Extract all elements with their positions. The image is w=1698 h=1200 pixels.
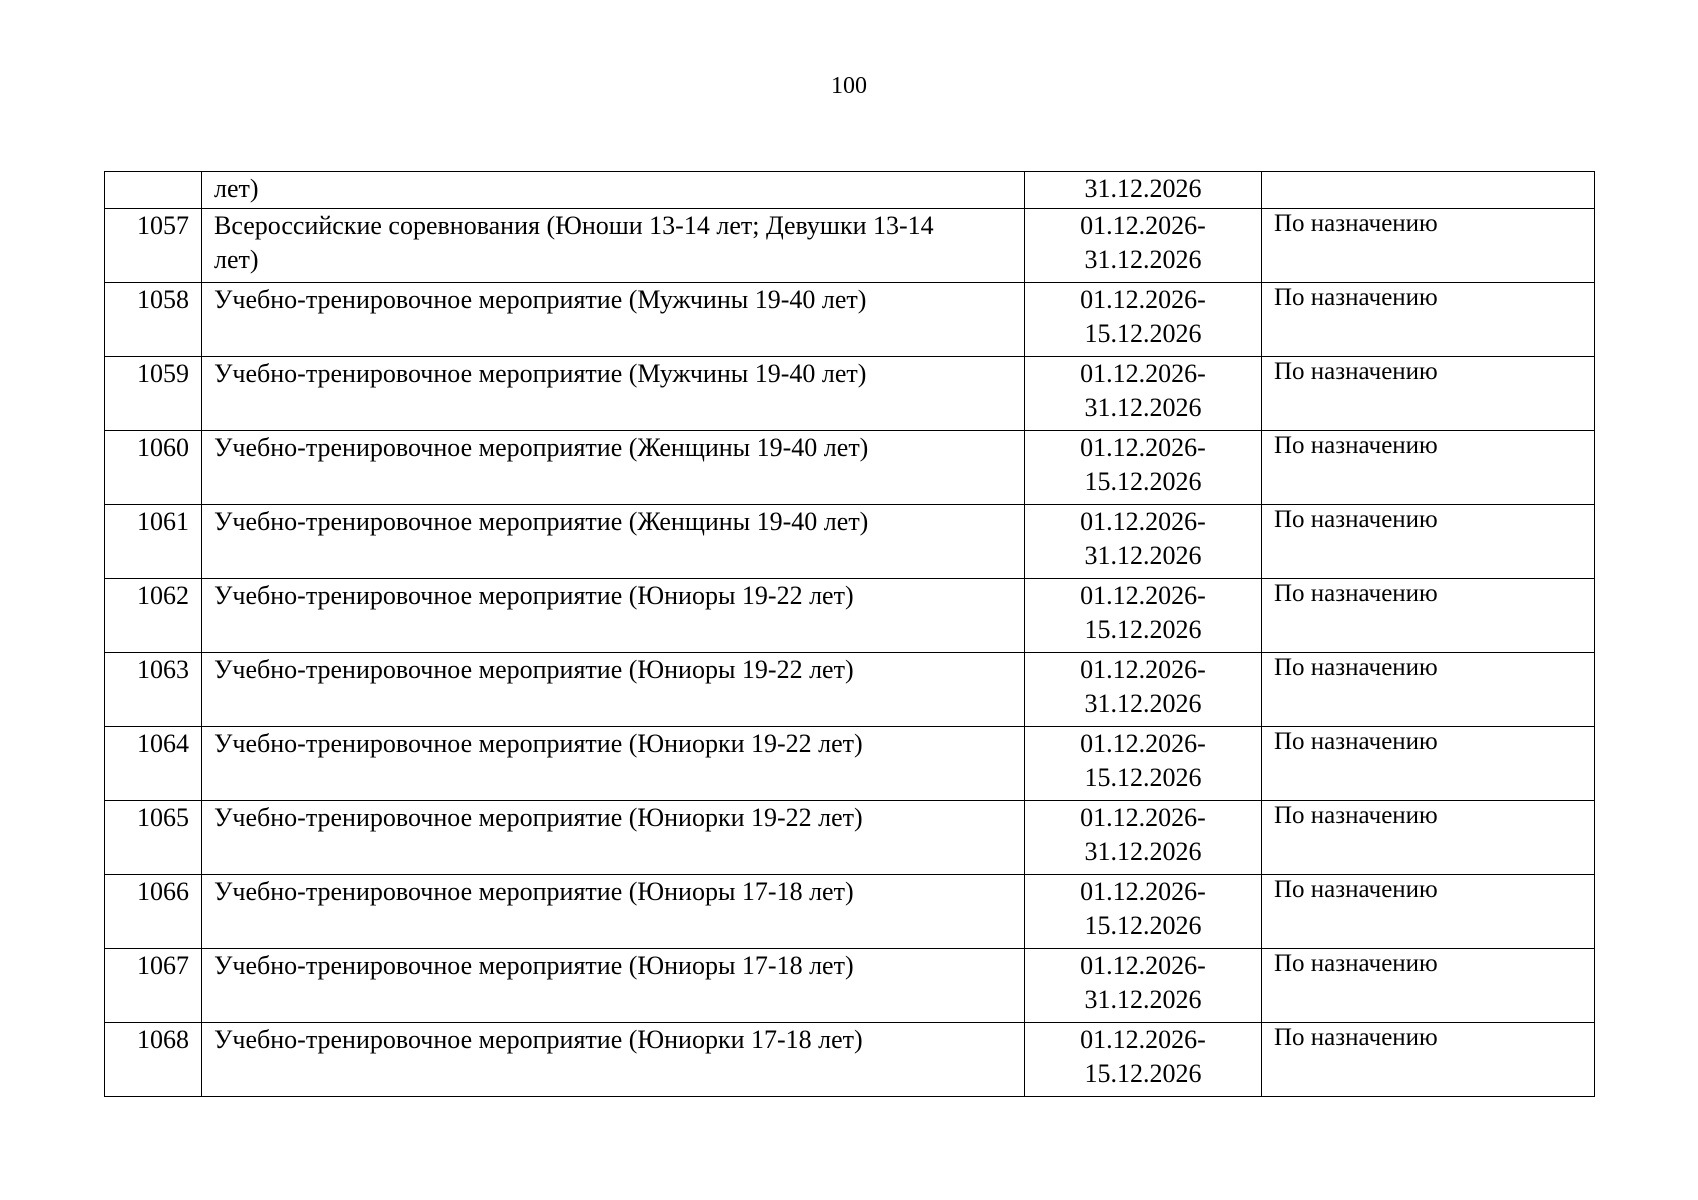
event-name: [202, 801, 1025, 875]
table-row: [105, 505, 1595, 579]
event-date-line: 15.12.2026: [1084, 467, 1202, 496]
events-table-body: [105, 172, 1595, 1097]
table-row: [105, 283, 1595, 357]
event-name: [202, 727, 1025, 801]
events-table: [104, 171, 1595, 1097]
event-name-line: лет): [214, 245, 259, 274]
event-name: лет): [202, 172, 1025, 209]
event-date-line: 01.12.2026-: [1080, 507, 1206, 536]
event-dates: [1025, 875, 1262, 949]
event-name-line: Учебно-тренировочное мероприятие (Юниоры 17-18 лет): [214, 951, 854, 980]
table-row: [105, 727, 1595, 801]
event-dates: [1025, 431, 1262, 505]
event-dates: [1025, 727, 1262, 801]
event-note: По назначению: [1262, 801, 1595, 875]
event-date-line: 15.12.2026: [1084, 615, 1202, 644]
event-date-line: 01.12.2026-: [1080, 951, 1206, 980]
row-number: 1067: [105, 949, 202, 1023]
event-dates: [1025, 505, 1262, 579]
event-name: [202, 505, 1025, 579]
event-name: [202, 431, 1025, 505]
event-date-line: 31.12.2026: [1084, 689, 1202, 718]
event-name: [202, 283, 1025, 357]
event-date-line: 01.12.2026-: [1080, 359, 1206, 388]
row-number: 1068: [105, 1023, 202, 1097]
event-dates: [1025, 949, 1262, 1023]
event-name: [202, 1023, 1025, 1097]
event-name-line: Учебно-тренировочное мероприятие (Юниорки 17-18 лет): [214, 1025, 863, 1054]
event-name: [202, 653, 1025, 727]
table-row-continuation: [105, 172, 1595, 209]
event-note: По назначению: [1262, 283, 1595, 357]
event-date-line: 01.12.2026-: [1080, 803, 1206, 832]
row-number: 1062: [105, 579, 202, 653]
event-note: По назначению: [1262, 949, 1595, 1023]
event-note: По назначению: [1262, 209, 1595, 283]
event-dates: [1025, 653, 1262, 727]
row-number: 1063: [105, 653, 202, 727]
event-note: По назначению: [1262, 505, 1595, 579]
table-row: [105, 949, 1595, 1023]
event-date-line: 01.12.2026-: [1080, 729, 1206, 758]
event-name: [202, 209, 1025, 283]
event-name-line: Учебно-тренировочное мероприятие (Мужчины 19-40 лет): [214, 359, 867, 388]
event-date-line: 31.12.2026: [1084, 837, 1202, 866]
event-dates: [1025, 357, 1262, 431]
row-number: 1058: [105, 283, 202, 357]
event-date-line: 01.12.2026-: [1080, 655, 1206, 684]
event-date-line: 15.12.2026: [1084, 319, 1202, 348]
event-name-line: Учебно-тренировочное мероприятие (Женщины 19-40 лет): [214, 433, 869, 462]
table-row: [105, 579, 1595, 653]
page-number: 100: [831, 73, 867, 99]
event-name: [202, 949, 1025, 1023]
event-dates: [1025, 801, 1262, 875]
event-note: По назначению: [1262, 579, 1595, 653]
event-date-line: 15.12.2026: [1084, 1059, 1202, 1088]
event-date-line: 01.12.2026-: [1080, 1025, 1206, 1054]
event-name-line: Учебно-тренировочное мероприятие (Юниорки 19-22 лет): [214, 729, 863, 758]
event-name-line: Учебно-тренировочное мероприятие (Женщины 19-40 лет): [214, 507, 869, 536]
event-date-line: 01.12.2026-: [1080, 581, 1206, 610]
event-name-line: Учебно-тренировочное мероприятие (Мужчины 19-40 лет): [214, 285, 867, 314]
event-date-line: 01.12.2026-: [1080, 211, 1206, 240]
table-row: [105, 801, 1595, 875]
event-date-line: 01.12.2026-: [1080, 285, 1206, 314]
event-name: [202, 357, 1025, 431]
event-note: По назначению: [1262, 1023, 1595, 1097]
row-number: 1066: [105, 875, 202, 949]
table-row: [105, 357, 1595, 431]
event-name-line: Учебно-тренировочное мероприятие (Юниоры 17-18 лет): [214, 877, 854, 906]
event-name-line: Учебно-тренировочное мероприятие (Юниоры 19-22 лет): [214, 581, 854, 610]
row-number: [105, 172, 202, 209]
table-row: [105, 209, 1595, 283]
event-note: По назначению: [1262, 875, 1595, 949]
event-dates: [1025, 1023, 1262, 1097]
event-name: [202, 579, 1025, 653]
event-dates: [1025, 579, 1262, 653]
event-date-line: 31.12.2026: [1084, 245, 1202, 274]
event-name-line: Всероссийские соревнования (Юноши 13-14 лет; Девушки 13-14: [214, 211, 934, 240]
event-dates: [1025, 209, 1262, 283]
event-name: [202, 875, 1025, 949]
event-date-line: 31.12.2026: [1084, 393, 1202, 422]
row-number: 1061: [105, 505, 202, 579]
table-row: [105, 653, 1595, 727]
row-number: 1059: [105, 357, 202, 431]
event-note: [1262, 172, 1595, 209]
event-note: По назначению: [1262, 357, 1595, 431]
event-name-line: Учебно-тренировочное мероприятие (Юниоры 19-22 лет): [214, 655, 854, 684]
event-note: По назначению: [1262, 431, 1595, 505]
event-note: По назначению: [1262, 727, 1595, 801]
event-dates: [1025, 283, 1262, 357]
event-date-line: 01.12.2026-: [1080, 433, 1206, 462]
event-note: По назначению: [1262, 653, 1595, 727]
event-date-line: 15.12.2026: [1084, 763, 1202, 792]
row-number: 1064: [105, 727, 202, 801]
event-date-line: 31.12.2026: [1084, 541, 1202, 570]
table-row: [105, 1023, 1595, 1097]
row-number: 1060: [105, 431, 202, 505]
event-dates: 31.12.2026: [1025, 172, 1262, 209]
event-date-line: 01.12.2026-: [1080, 877, 1206, 906]
event-date-line: 31.12.2026: [1084, 985, 1202, 1014]
row-number: 1057: [105, 209, 202, 283]
table-row: [105, 431, 1595, 505]
event-name-line: Учебно-тренировочное мероприятие (Юниорки 19-22 лет): [214, 803, 863, 832]
table-row: [105, 875, 1595, 949]
row-number: 1065: [105, 801, 202, 875]
event-date-line: 15.12.2026: [1084, 911, 1202, 940]
